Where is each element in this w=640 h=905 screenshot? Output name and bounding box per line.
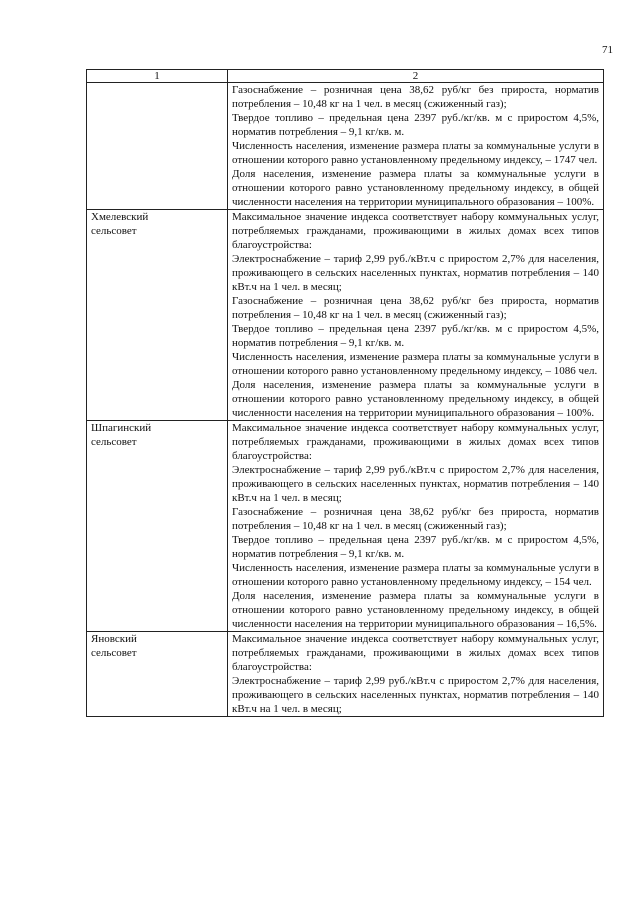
column-header-1: 1 xyxy=(87,70,228,83)
description-paragraph: Численность населения, изменение размера платы за коммунальные услуги в отношении которого равно установленному предельному индексу, – 1747 чел. xyxy=(232,140,599,166)
description-paragraph: Твердое топливо – предельная цена 2397 руб./кг/кв. м с приростом 4,5%, норматив потребления – 9,1 кг/кв. м. xyxy=(232,112,599,138)
description-paragraph: Доля населения, изменение размера платы за коммунальные услуги в отношении которого равно установленному предельному индексу, в общей численности населения на территории муниципального образования – 16,5%. xyxy=(232,590,599,630)
description-paragraph: Газоснабжение – розничная цена 38,62 руб/кг без прироста, норматив потребления – 10,48 кг на 1 чел. в месяц (сжиженный газ); xyxy=(232,506,599,532)
description-paragraph: Газоснабжение – розничная цена 38,62 руб/кг без прироста, норматив потребления – 10,48 кг на 1 чел. в месяц (сжиженный газ); xyxy=(232,84,599,110)
municipality-name-cell xyxy=(87,83,228,210)
description-paragraph: Доля населения, изменение размера платы за коммунальные услуги в отношении которого равно установленному предельному индексу, в общей численности населения на территории муниципального образования – 100%. xyxy=(232,168,599,208)
column-header-2: 2 xyxy=(228,70,604,83)
municipality-name-line: сельсовет xyxy=(91,647,137,659)
table-row xyxy=(87,83,604,210)
description-paragraph: Максимальное значение индекса соответствует набору коммунальных услуг, потребляемых гражданами, проживающими в жилых домах всех типов благоустройства: xyxy=(232,633,599,673)
municipality-name-line: Яновский xyxy=(91,633,137,645)
index-description-cell xyxy=(228,421,604,632)
municipality-name-line: сельсовет xyxy=(91,225,137,237)
description-paragraph: Электроснабжение – тариф 2,99 руб./кВт.ч с приростом 2,7% для населения, проживающего в сельских населенных пунктах, норматив потребления – 140 кВт.ч на 1 чел. в месяц; xyxy=(232,464,599,504)
index-description-cell xyxy=(228,632,604,717)
page-number: 71 xyxy=(602,44,613,56)
description-paragraph: Численность населения, изменение размера платы за коммунальные услуги в отношении которого равно установленному предельному индексу, – 154 чел. xyxy=(232,562,599,588)
description-paragraph: Доля населения, изменение размера платы за коммунальные услуги в отношении которого равно установленному предельному индексу, в общей численности населения на территории муниципального образования – 100%. xyxy=(232,379,599,419)
table-row xyxy=(87,421,604,632)
table-body xyxy=(87,83,604,717)
index-description-cell xyxy=(228,210,604,421)
description-paragraph: Максимальное значение индекса соответствует набору коммунальных услуг, потребляемых гражданами, проживающими в жилых домах всех типов благоустройства: xyxy=(232,211,599,251)
municipality-name-cell xyxy=(87,632,228,717)
description-paragraph: Численность населения, изменение размера платы за коммунальные услуги в отношении которого равно установленному предельному индексу, – 1086 чел. xyxy=(232,351,599,377)
description-paragraph: Твердое топливо – предельная цена 2397 руб./кг/кв. м с приростом 4,5%, норматив потребления – 9,1 кг/кв. м. xyxy=(232,323,599,349)
municipality-name-cell xyxy=(87,210,228,421)
table-row xyxy=(87,632,604,717)
description-paragraph: Твердое топливо – предельная цена 2397 руб./кг/кв. м с приростом 4,5%, норматив потребления – 9,1 кг/кв. м. xyxy=(232,534,599,560)
table-row xyxy=(87,210,604,421)
description-paragraph: Электроснабжение – тариф 2,99 руб./кВт.ч с приростом 2,7% для населения, проживающего в сельских населенных пунктах, норматив потребления – 140 кВт.ч на 1 чел. в месяц; xyxy=(232,675,599,715)
description-paragraph: Максимальное значение индекса соответствует набору коммунальных услуг, потребляемых гражданами, проживающими в жилых домах всех типов благоустройства: xyxy=(232,422,599,462)
municipality-name-cell xyxy=(87,421,228,632)
municipality-name-line: Хмелевский xyxy=(91,211,149,223)
index-description-cell xyxy=(228,83,604,210)
description-paragraph: Газоснабжение – розничная цена 38,62 руб/кг без прироста, норматив потребления – 10,48 кг на 1 чел. в месяц (сжиженный газ); xyxy=(232,295,599,321)
table-header-row xyxy=(87,70,604,83)
description-paragraph: Электроснабжение – тариф 2,99 руб./кВт.ч с приростом 2,7% для населения, проживающего в сельских населенных пунктах, норматив потребления – 140 кВт.ч на 1 чел. в месяц; xyxy=(232,253,599,293)
municipality-name-line: сельсовет xyxy=(91,436,137,448)
municipality-name-line: Шпагинский xyxy=(91,422,152,434)
indices-table xyxy=(86,69,604,717)
